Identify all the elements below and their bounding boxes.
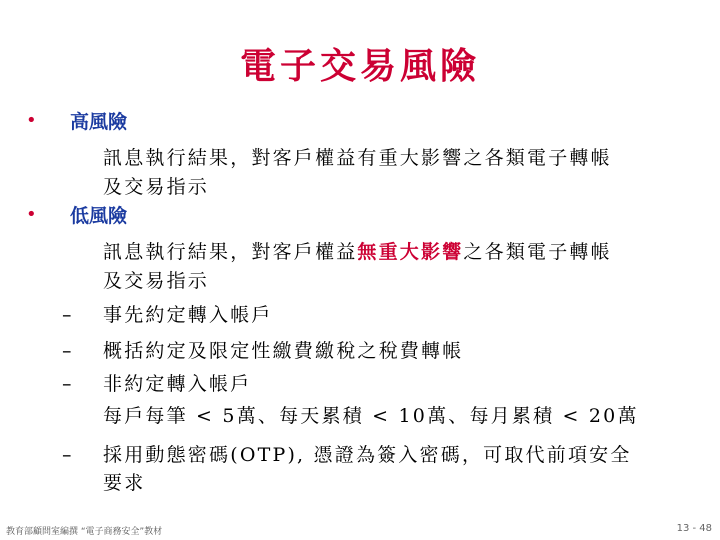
low-risk-item-3: 非約定轉入帳戶 (103, 373, 252, 395)
low-risk-desc-line1 (103, 237, 693, 267)
low-risk-desc-prefix: 訊息執行結果，對客戶權益 (103, 241, 358, 263)
low-risk-item-2: 概括約定及限定性繳費繳稅之稅費轉帳 (103, 340, 464, 362)
footer-page-number: 13 - 48 (676, 523, 712, 534)
low-risk-emphasis: 無重大影響 (357, 241, 464, 263)
low-risk-item-1: 事先約定轉入帳戶 (103, 304, 273, 326)
limit-note: 每戶每筆 < 5萬、每天累積 < 10萬、每月累積 < 20萬 (103, 405, 639, 427)
bullet-low-risk: • (26, 204, 37, 225)
dash-item-3: – (62, 373, 72, 395)
heading-high-risk: 高風險 (70, 111, 128, 133)
dash-item-1: – (62, 304, 72, 326)
heading-low-risk: 低風險 (70, 205, 128, 227)
otp-line2: 要求 (103, 472, 146, 494)
low-risk-desc-suffix: 之各類電子轉帳 (463, 241, 612, 263)
dash-item-2: – (62, 340, 72, 362)
bullet-high-risk: • (26, 110, 37, 131)
high-risk-desc-line2: 及交易指示 (103, 176, 210, 198)
dash-item-4: – (62, 444, 72, 466)
slide-title: 電子交易風險 (239, 45, 480, 87)
low-risk-desc-line2: 及交易指示 (103, 270, 210, 292)
otp-line1: 採用動態密碼(OTP), 憑證為簽入密碼，可取代前項安全 (103, 444, 632, 466)
high-risk-desc-line1: 訊息執行結果，對客戶權益有重大影響之各類電子轉帳 (103, 147, 612, 169)
footer-source: 教育部顧問室編撰 “電子商務安全”教材 (6, 527, 163, 537)
